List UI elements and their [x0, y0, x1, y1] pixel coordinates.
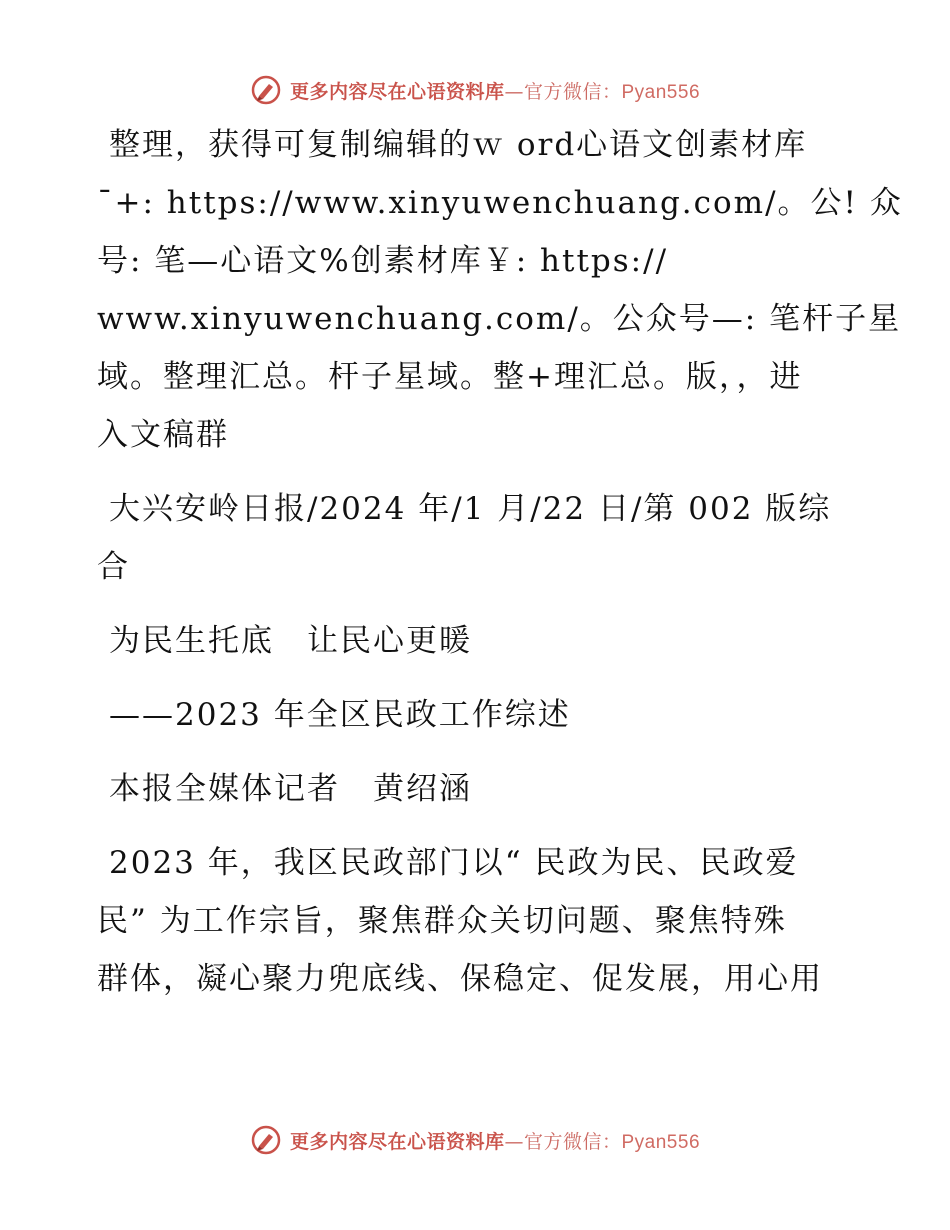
watermark-id: Pyan556 [621, 81, 701, 103]
watermark-text [290, 77, 700, 104]
text-line: 民” 为工作宗旨，聚焦群众关切问题、聚焦特殊 [97, 903, 787, 939]
text-line: 群体，凝心聚力兜底线、保稳定、促发展，用心用 [97, 961, 823, 997]
article-subtitle [97, 686, 857, 744]
document-body [97, 116, 903, 1008]
text-line: ——2023 年全区民政工作综述 [109, 697, 571, 733]
header-watermark [0, 70, 950, 110]
watermark-official: —官方微信： [504, 80, 622, 103]
text-line: 2023 年，我区民政部门以“ 民政为民、民政爱 [109, 845, 799, 881]
brush-logo-icon [250, 74, 282, 106]
article-title [97, 612, 857, 670]
text-line: 合 [97, 549, 130, 585]
text-line: 域。整理汇总。杆子星域。整+理汇总。版，，进 [97, 359, 803, 395]
text-line: 大兴安岭日报/2024 年/1 月/22 日/第 002 版综 [109, 491, 832, 527]
intro-paragraph [97, 116, 903, 464]
source-paragraph [97, 480, 857, 596]
text-line: 入文稿群 [97, 417, 229, 453]
text-line: 整理，获得可复制编辑的ｗ ord心语文创素材库 [109, 127, 808, 163]
text-line: 为民生托底 让民心更暖 [109, 623, 472, 659]
text-line: www.xinyuwenchuang.com/。公众号—: 笔杆子星 [97, 301, 902, 337]
text-line: 号: 笔—心语文%创素材库￥: https:// [97, 243, 669, 279]
footer-watermark [0, 1120, 950, 1160]
text-line: 本报全媒体记者 黄绍涵 [109, 771, 472, 807]
text-line: ¯+: https://www.xinyuwenchuang.com/。公! 众 [97, 185, 903, 221]
body-paragraph [97, 834, 857, 1008]
watermark-main: 更多内容尽在心语资料库 [289, 1130, 505, 1153]
watermark-official: —官方微信： [504, 1130, 622, 1153]
watermark-main: 更多内容尽在心语资料库 [289, 80, 505, 103]
brush-logo-icon [250, 1124, 282, 1156]
article-byline [97, 760, 857, 818]
watermark-id: Pyan556 [621, 1131, 701, 1153]
watermark-text [290, 1127, 700, 1154]
